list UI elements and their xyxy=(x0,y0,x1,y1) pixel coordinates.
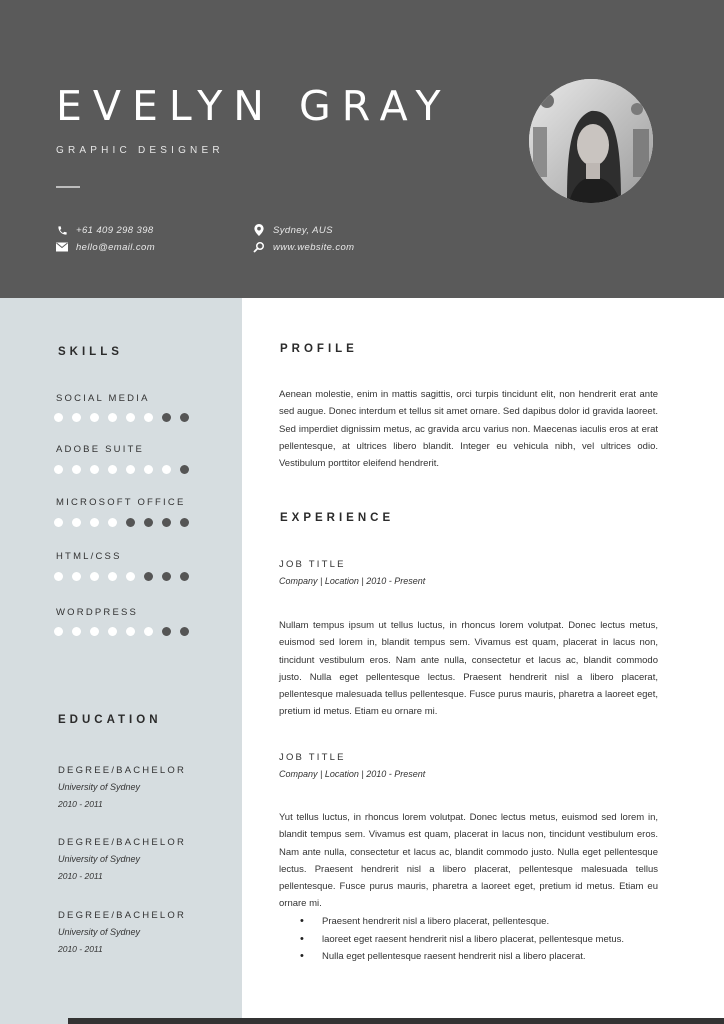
job-meta: Company | Location | 2010 - Present xyxy=(279,769,426,779)
rating-dot xyxy=(126,465,135,474)
education-years: 2010 - 2011 xyxy=(58,944,103,954)
skill-rating xyxy=(54,627,189,636)
contact-location xyxy=(253,224,333,236)
skill-label: HTML/CSS xyxy=(56,551,122,562)
education-school: University of Sydney xyxy=(58,782,141,792)
rating-dot xyxy=(180,572,189,581)
email-text: hello@email.com xyxy=(76,241,156,253)
rating-dot xyxy=(108,572,117,581)
rating-dot xyxy=(162,413,171,422)
job-title: JOB TITLE xyxy=(279,559,346,570)
experience-title: EXPERIENCE xyxy=(280,512,395,524)
profile-photo xyxy=(529,79,653,203)
skill-rating xyxy=(54,465,189,474)
rating-dot xyxy=(162,627,171,636)
rating-dot xyxy=(144,413,153,422)
skill-rating xyxy=(54,413,189,422)
mail-icon xyxy=(56,241,68,253)
phone-text: +61 409 298 398 xyxy=(76,224,154,236)
rating-dot xyxy=(72,518,81,527)
rating-dot xyxy=(72,627,81,636)
name-heading: EVELYN GRAY xyxy=(56,82,452,130)
search-icon xyxy=(253,241,265,253)
rating-dot xyxy=(54,572,63,581)
rating-dot xyxy=(108,518,117,527)
rating-dot xyxy=(72,572,81,581)
job-description: Nullam tempus ipsum ut tellus luctus, in rhoncus lorem volutpat. Donec lectus metus, euismod sed lorem in, blandit tempus sem. Vivamus est quam, placerat in lacus non, tincidunt vestibulum eros. Nam ante nulla, consectetur et lacus ac, blandit commodo justo. Nulla eget pellentesque lectus. Praesent hendrerit nisl a libero placerat, pellentesque malesuada tellus pellentesque. Fusce purus mauris, pharetra a laoreet eget, pretium id metus. Etiam eu ornare mi. xyxy=(279,620,658,718)
rating-dot xyxy=(126,518,135,527)
list-item: • Nulla eget pellentesque raesent hendrerit nisl a libero placerat. xyxy=(300,948,624,966)
rating-dot xyxy=(54,413,63,422)
rating-dot xyxy=(180,413,189,422)
rating-dot xyxy=(90,518,99,527)
rating-dot xyxy=(90,413,99,422)
rating-dot xyxy=(144,465,153,474)
skill-label: MICROSOFT OFFICE xyxy=(56,497,186,508)
rating-dot xyxy=(108,413,117,422)
rating-dot xyxy=(108,627,117,636)
rating-dot xyxy=(180,627,189,636)
profile-text: Aenean molestie, enim in mattis sagittis, orci turpis tincidunt elit, non hendrerit erat ante sed augue. Donec interdum et tellus sit amet ornare. Sed dapibus dolor id gravida laoreet. Sed imperdiet dignissim metus, ac gravida arcu varius non. Maecenas iaculis eros at erat pellentesque, at ultrices libero blandit. Integer eu vehicula nibh, vel ultrices odio. Vestibulum porttitor eleifend hendrerit. xyxy=(279,389,658,470)
education-degree: DEGREE/BACHELOR xyxy=(58,837,187,848)
header-divider xyxy=(56,186,80,188)
contact-phone xyxy=(56,224,154,236)
location-pin-icon xyxy=(253,224,265,236)
education-school: University of Sydney xyxy=(58,927,141,937)
website-text: www.website.com xyxy=(273,241,355,253)
skills-title: SKILLS xyxy=(58,346,123,358)
job-meta: Company | Location | 2010 - Present xyxy=(279,576,426,586)
education-title: EDUCATION xyxy=(58,714,162,726)
contact-email xyxy=(56,241,155,253)
skill-label: ADOBE SUITE xyxy=(56,444,145,455)
rating-dot xyxy=(126,572,135,581)
rating-dot xyxy=(54,627,63,636)
rating-dot xyxy=(162,518,171,527)
rating-dot xyxy=(72,465,81,474)
rating-dot xyxy=(90,465,99,474)
education-school: University of Sydney xyxy=(58,854,141,864)
rating-dot xyxy=(162,572,171,581)
rating-dot xyxy=(162,465,171,474)
rating-dot xyxy=(90,627,99,636)
profile-title: PROFILE xyxy=(280,343,358,355)
contact-website xyxy=(253,241,355,253)
rating-dot xyxy=(72,413,81,422)
rating-dot xyxy=(126,627,135,636)
education-degree: DEGREE/BACHELOR xyxy=(58,765,187,776)
rating-dot xyxy=(54,518,63,527)
rating-dot xyxy=(144,627,153,636)
education-degree: DEGREE/BACHELOR xyxy=(58,910,187,921)
rating-dot xyxy=(144,518,153,527)
bottom-bar xyxy=(68,1018,724,1024)
location-text: Sydney, AUS xyxy=(273,224,333,236)
job-description: Yut tellus luctus, in rhoncus lorem volutpat. Donec lectus metus, euismod sed lorem in, blandit tempus sem. Vivamus est quam, placerat in lacus non, tincidunt vestibulum eros. Nam ante nulla, consectetur et lacus ac, blandit commodo justo. Nulla eget pellentesque lectus. Praesent hendrerit nisl a libero placerat, pellentesque malesuada tellus pellentesque. Fusce purus mauris, pharetra a laoreet eget, pretium id metus. Etiam eu ornare mi. xyxy=(279,812,658,910)
rating-dot xyxy=(180,518,189,527)
skill-rating xyxy=(54,518,189,527)
rating-dot xyxy=(144,572,153,581)
skill-rating xyxy=(54,572,189,581)
job-bullet-list xyxy=(300,913,624,966)
job-title: JOB TITLE xyxy=(279,752,346,763)
skill-label: WORDPRESS xyxy=(56,607,139,618)
role-subtitle: GRAPHIC DESIGNER xyxy=(56,145,224,156)
education-years: 2010 - 2011 xyxy=(58,871,103,881)
skill-label: SOCIAL MEDIA xyxy=(56,393,150,404)
rating-dot xyxy=(54,465,63,474)
list-item: • laoreet eget raesent hendrerit nisl a libero placerat, pellentesque metus. xyxy=(300,931,624,949)
resume-header xyxy=(0,0,724,298)
rating-dot xyxy=(108,465,117,474)
education-years: 2010 - 2011 xyxy=(58,799,103,809)
rating-dot xyxy=(180,465,189,474)
phone-icon xyxy=(56,224,68,236)
rating-dot xyxy=(90,572,99,581)
list-item: • Praesent hendrerit nisl a libero placerat, pellentesque. xyxy=(300,913,624,931)
rating-dot xyxy=(126,413,135,422)
